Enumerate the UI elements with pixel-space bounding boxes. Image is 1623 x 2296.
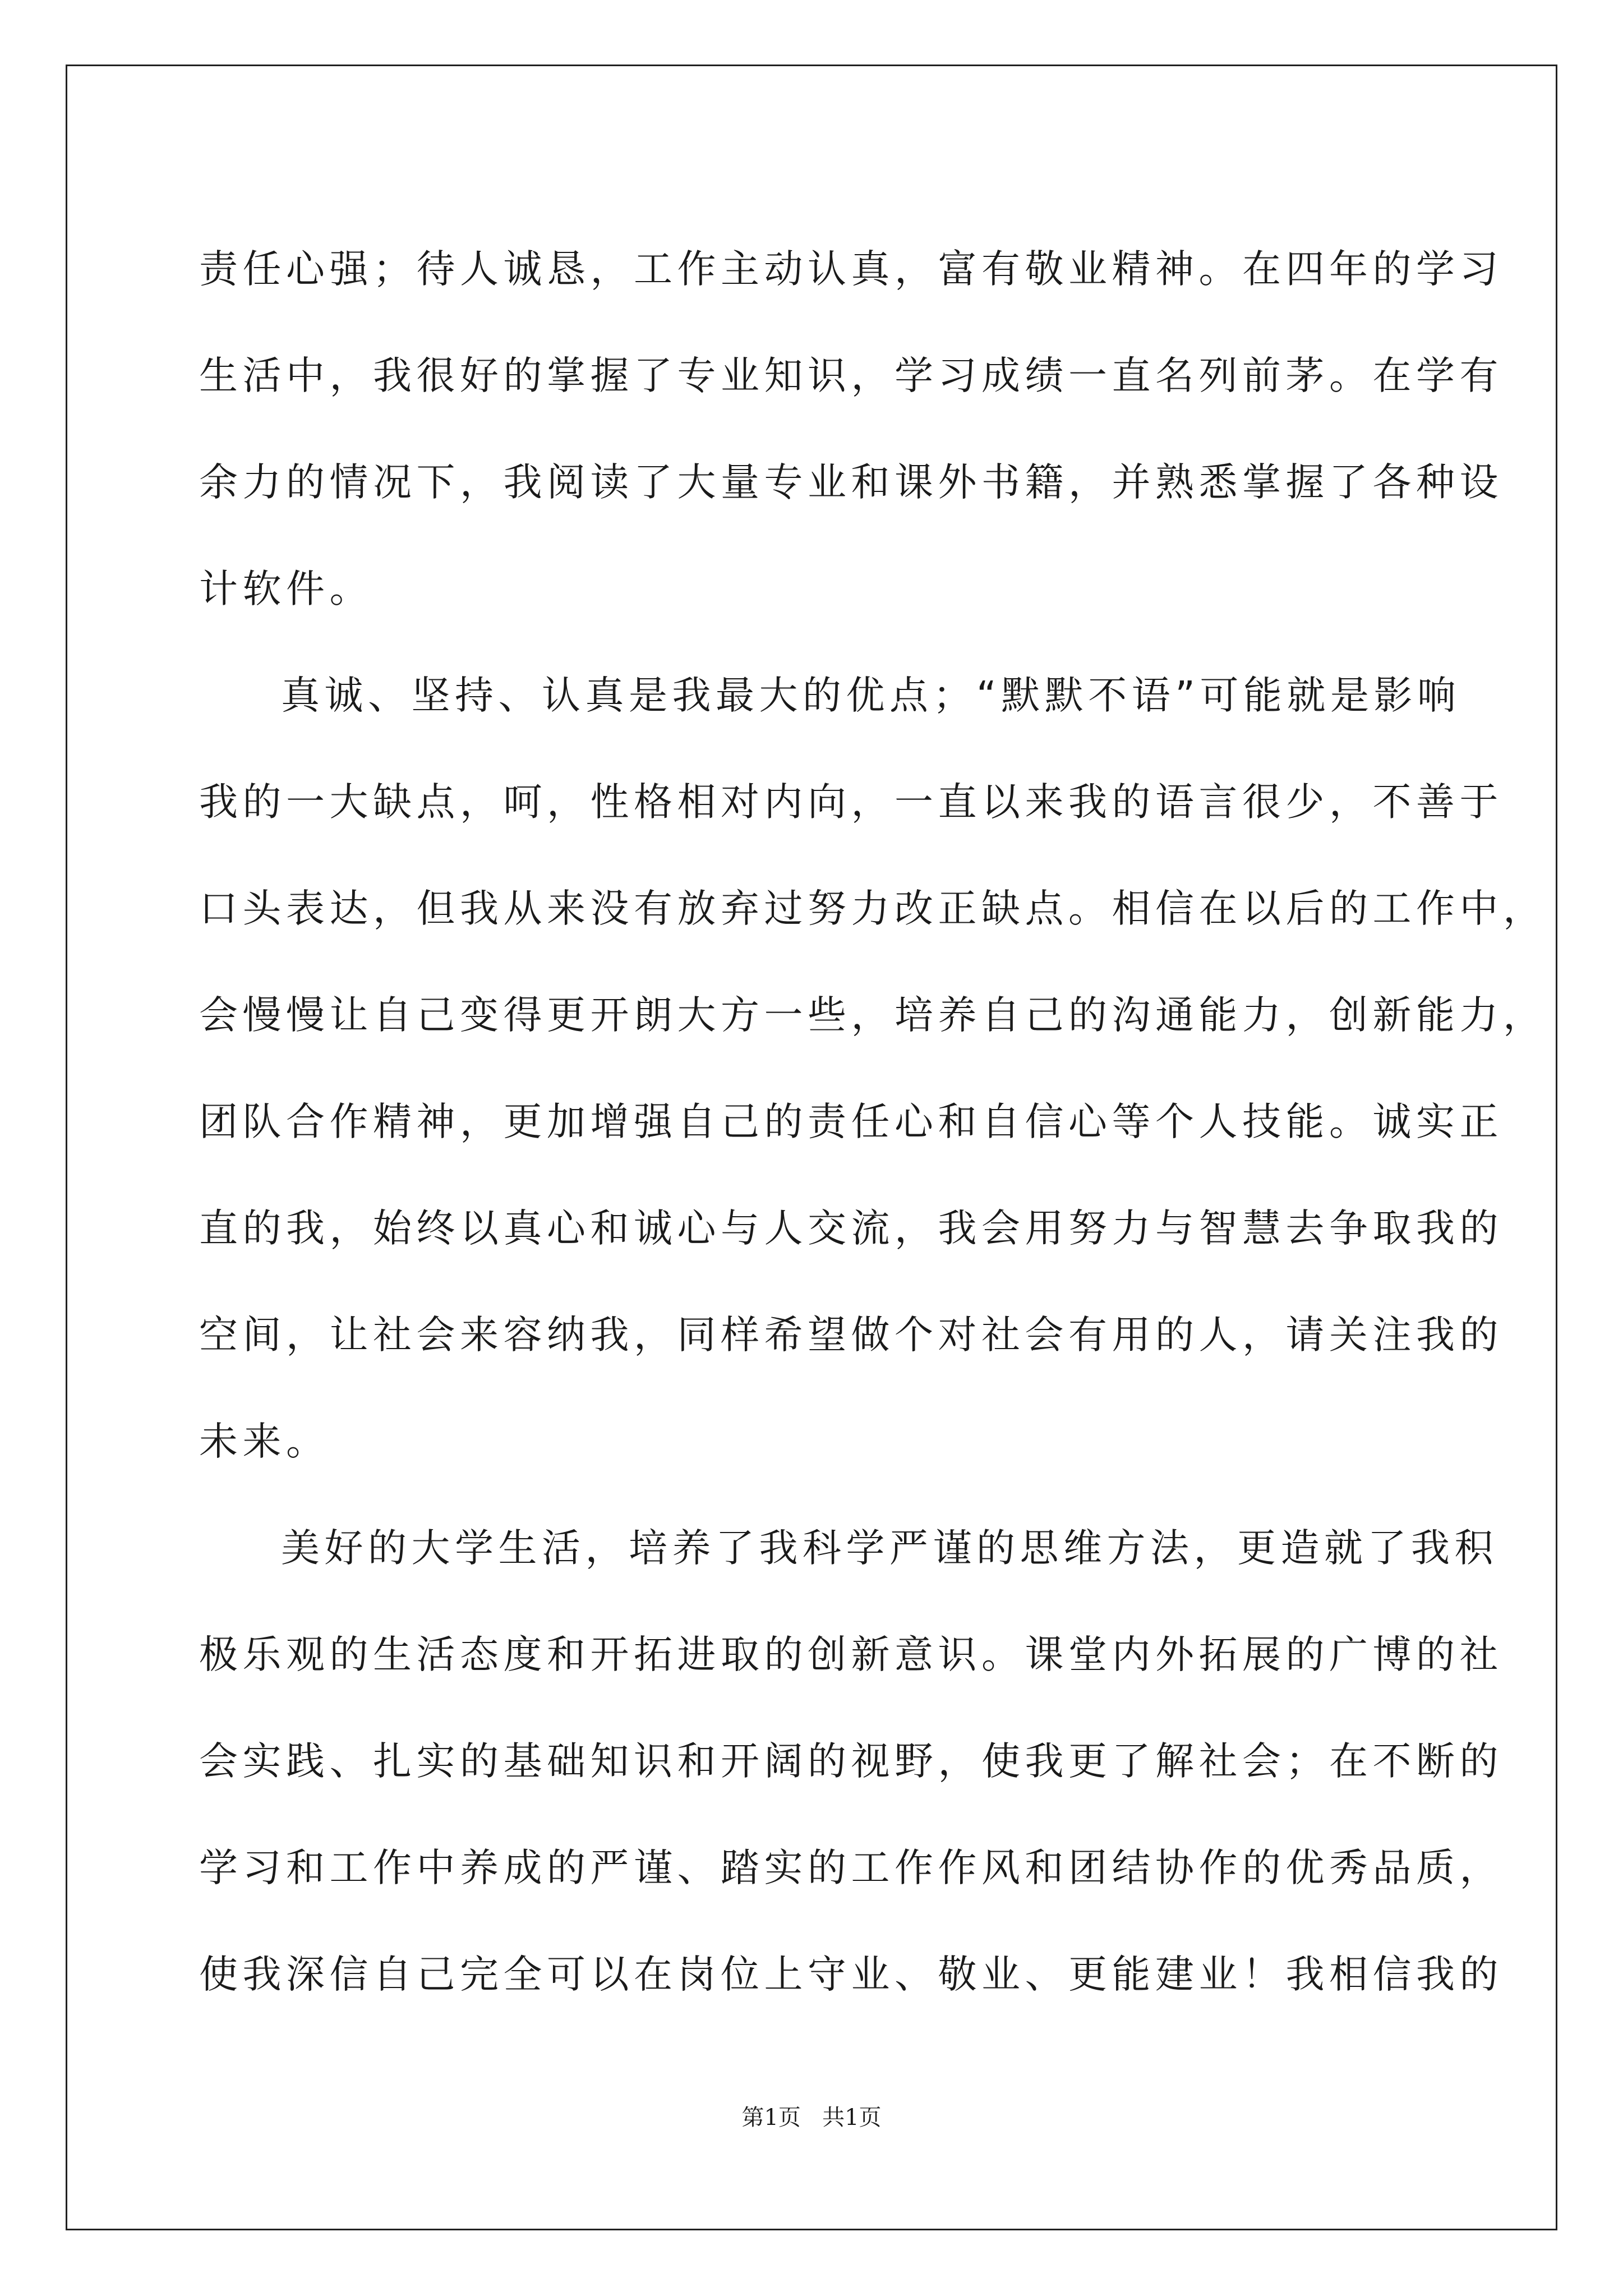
text-line-2: 生活中，我很好的掌握了专业知识，学习成绩一直名列前茅。在学有 xyxy=(199,353,1503,398)
text-line-14: 极乐观的生活态度和开拓进取的创新意识。课堂内外拓展的广博的社 xyxy=(199,1632,1503,1677)
total-pages-label: 共1页 xyxy=(822,2105,882,2131)
text-line-9: 团队合作精神，更加增强自己的责任心和自信心等个人技能。诚实正 xyxy=(199,1099,1503,1144)
text-line-1: 责任心强；待人诚恳，工作主动认真，富有敬业精神。在四年的学习 xyxy=(199,247,1503,292)
text-line-12: 未来。 xyxy=(199,1419,330,1464)
text-line-8: 会慢慢让自己变得更开朗大方一些，培养自己的沟通能力，创新能力， xyxy=(199,993,1547,1038)
document-body xyxy=(199,216,1547,2028)
text-line-17: 使我深信自己完全可以在岗位上守业、敬业、更能建业！我相信我的 xyxy=(199,1952,1503,1997)
text-line-6: 我的一大缺点，呵，性格相对内向，一直以来我的语言很少，不善于 xyxy=(199,780,1503,825)
text-line-16: 学习和工作中养成的严谨、踏实的工作作风和团结协作的优秀品质， xyxy=(199,1846,1503,1890)
text-line-5: 真诚、坚持、认真是我最大的优点；“默默不语”可能就是影响 xyxy=(281,673,1461,718)
text-line-7: 口头表达，但我从来没有放弃过努力改正缺点。相信在以后的工作中， xyxy=(199,886,1547,931)
text-line-13: 美好的大学生活，培养了我科学严谨的思维方法，更造就了我积 xyxy=(281,1526,1498,1571)
text-line-4: 计软件。 xyxy=(199,567,373,611)
text-line-10: 直的我，始终以真心和诚心与人交流，我会用努力与智慧去争取我的 xyxy=(199,1206,1503,1251)
text-line-11: 空间，让社会来容纳我，同样希望做个对社会有用的人，请关注我的 xyxy=(199,1313,1503,1358)
text-line-15: 会实践、扎实的基础知识和开阔的视野，使我更了解社会；在不断的 xyxy=(199,1739,1503,1784)
page-footer xyxy=(0,2101,1623,2134)
text-line-3: 余力的情况下，我阅读了大量专业和课外书籍，并熟悉掌握了各种设 xyxy=(199,460,1503,505)
page-number-label: 第1页 xyxy=(741,2105,801,2131)
